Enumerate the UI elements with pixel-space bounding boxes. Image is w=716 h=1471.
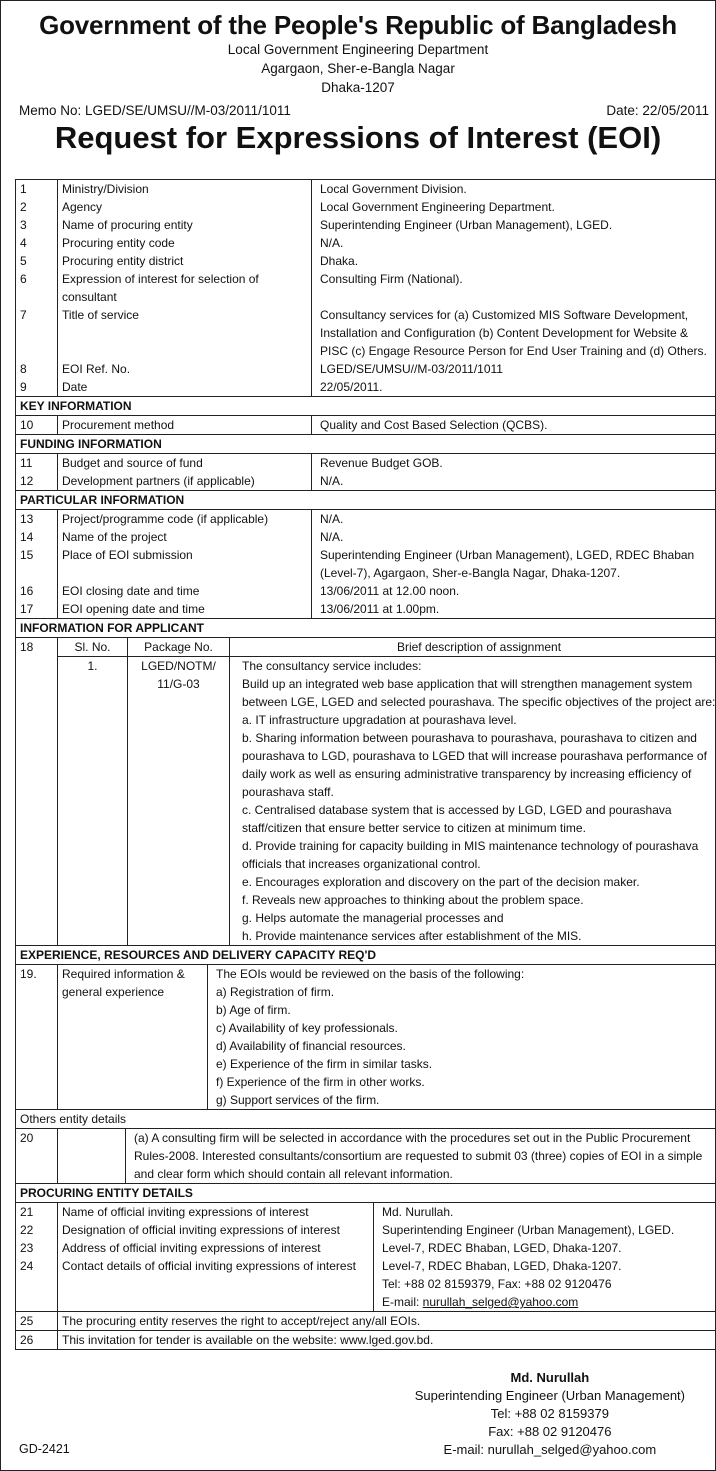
row-value: 13/06/2011 at 1.00pm. [320, 602, 440, 616]
eoi-table [15, 179, 716, 1350]
row-number: 6 [16, 270, 58, 306]
criteria-line: d) Availability of financial resources. [216, 1039, 406, 1053]
criteria-line: e) Experience of the firm in similar tasks. [216, 1057, 433, 1071]
table-row [16, 1203, 716, 1221]
applicant-subtable-body [58, 657, 716, 945]
row-label: Agency [58, 198, 312, 216]
others-row [16, 1129, 716, 1184]
applicant-subtable-header [58, 638, 716, 657]
col-package-no: Package No. [128, 638, 230, 656]
row-number: 9 [16, 378, 58, 396]
government-title: Government of the People's Republic of Bangladesh [39, 10, 677, 40]
section-heading-particular-information: PARTICULAR INFORMATION [16, 491, 716, 510]
row-value: This invitation for tender is available on the website: www.lged.gov.bd. [62, 1333, 434, 1347]
signature-block [415, 1369, 685, 1459]
row-value: N/A. [320, 474, 344, 488]
row-label: Name of the project [58, 528, 312, 546]
section-heading-funding-information: FUNDING INFORMATION [16, 435, 716, 454]
table-row [16, 306, 716, 360]
row-number: 22 [16, 1221, 58, 1239]
criteria-line: f) Experience of the firm in other works. [216, 1075, 425, 1089]
table-row [16, 546, 716, 582]
table-row [16, 1257, 716, 1311]
row-label: Address of official inviting expressions of interest [58, 1239, 374, 1257]
notice-header [1, 10, 715, 97]
department-name: Local Government Engineering Department [227, 42, 489, 57]
col-sl-no: Sl. No. [58, 638, 128, 656]
criteria-line: c) Availability of key professionals. [216, 1021, 398, 1035]
key-info-group [16, 416, 716, 435]
particular-group [16, 510, 716, 619]
contact-address: Level-7, RDEC Bhaban, LGED, Dhaka-1207. [382, 1259, 622, 1273]
desc-line: b. Sharing information between pourashava to pourashava, pourashava to citizen and pourashava to LGD, pourashava to LGED that will increase pourashava performance of daily work as well as ensuring administrative transparency by increasing efficiency of pourashava staff. [242, 731, 707, 799]
row-number: 1 [16, 180, 58, 198]
row-value: LGED/SE/UMSU//M-03/2011/1011 [320, 362, 503, 376]
experience-criteria [208, 965, 716, 1109]
row-value: The procuring entity reserves the right to accept/reject any/all EOIs. [62, 1314, 421, 1328]
row-label: Place of EOI submission [58, 546, 312, 582]
table-row [16, 416, 716, 434]
row-value: Local Government Division. [320, 182, 467, 196]
row-value: Level-7, RDEC Bhaban, LGED, Dhaka-1207. [382, 1241, 622, 1255]
row-label: Development partners (if applicable) [58, 472, 312, 490]
table-row [16, 454, 716, 472]
eoi-title: Request for Expressions of Interest (EOI) [54, 120, 662, 155]
package-value: LGED/NOTM/ 11/G-03 [128, 657, 230, 945]
signatory-name: Md. Nurullah [510, 1370, 590, 1385]
criteria-line: g) Support services of the firm. [216, 1093, 380, 1107]
signatory-email: E-mail: nurullah_selged@yahoo.com [443, 1442, 657, 1457]
row-label: EOI closing date and time [58, 582, 312, 600]
row-label: Expression of interest for selection of consultant [58, 270, 312, 306]
section-heading-others: Others entity details [16, 1110, 716, 1129]
row-number: 24 [16, 1257, 58, 1311]
procuring-group [16, 1203, 716, 1312]
row-number: 5 [16, 252, 58, 270]
email-link[interactable]: nurullah_selged@yahoo.com [422, 1295, 579, 1309]
row-value: 22/05/2011. [320, 380, 383, 394]
row-number: 26 [16, 1331, 58, 1349]
description-value [230, 657, 716, 945]
desc-line: a. IT infrastructure upgradation at pourashava level. [242, 713, 517, 727]
row-number: 15 [16, 546, 58, 582]
row-number: 20 [16, 1129, 58, 1183]
desc-line: The consultancy service includes: [242, 659, 422, 673]
row-label: Date [58, 378, 312, 396]
funding-group [16, 454, 716, 491]
row-number: 12 [16, 472, 58, 490]
signatory-designation: Superintending Engineer (Urban Management) [414, 1388, 685, 1403]
row-number: 25 [16, 1312, 58, 1330]
table-row [16, 1312, 716, 1331]
table-row [16, 198, 716, 216]
row-label: EOI opening date and time [58, 600, 312, 618]
row-value: N/A. [320, 236, 344, 250]
row-number: 3 [16, 216, 58, 234]
signatory-fax: Fax: +88 02 9120476 [488, 1424, 612, 1439]
criteria-line: The EOIs would be reviewed on the basis of the following: [216, 967, 525, 981]
table-row [16, 472, 716, 490]
experience-row [16, 965, 716, 1110]
applicant-row [16, 638, 716, 946]
table-row [16, 234, 716, 252]
criteria-line: b) Age of firm. [216, 1003, 291, 1017]
desc-line: d. Provide training for capacity building in MIS maintenance technology of pourashava officials that increases organizational control. [242, 839, 699, 871]
row-number: 13 [16, 510, 58, 528]
sl-value: 1. [58, 657, 128, 945]
row-value: Local Government Engineering Department. [320, 200, 555, 214]
table-row [16, 582, 716, 600]
section-heading-experience: EXPERIENCE, RESOURCES AND DELIVERY CAPACITY REQ'D [16, 946, 716, 965]
table-row [16, 180, 716, 198]
criteria-line: a) Registration of firm. [216, 985, 335, 999]
row-value: Consultancy services for (a) Customized MIS Software Development, Installation and Configuration (b) Content Development for Website & PISC (c) Engage Resource Person for End User Training and (d) Others. [320, 308, 707, 358]
row-label: Title of service [58, 306, 312, 360]
row-value: Superintending Engineer (Urban Management), LGED. [320, 218, 613, 232]
row-number: 10 [16, 416, 58, 434]
row-label: Ministry/Division [58, 180, 312, 198]
row-number: 11 [16, 454, 58, 472]
row-label: Contact details of official inviting expressions of interest [58, 1257, 374, 1311]
row-value: Consulting Firm (National). [320, 272, 463, 286]
applicant-subtable [58, 638, 716, 945]
table-row [16, 378, 716, 396]
contact-email-line [382, 1293, 716, 1311]
desc-line: c. Centralised database system that is accessed by LGD, LGED and pourashava staff/citizen that ensure better service to citizen at minimum time. [242, 803, 672, 835]
row-value: Superintending Engineer (Urban Management), LGED. [382, 1223, 675, 1237]
row-label: Designation of official inviting expressions of interest [58, 1221, 374, 1239]
row-number: 16 [16, 582, 58, 600]
row-label: Name of procuring entity [58, 216, 312, 234]
col-description: Brief description of assignment [396, 640, 562, 654]
address-line-1: Agargaon, Sher-e-Bangla Nagar [261, 61, 455, 76]
section-heading-information-for-applicant: INFORMATION FOR APPLICANT [16, 619, 716, 638]
row-label: Project/programme code (if applicable) [58, 510, 312, 528]
table-row [16, 1239, 716, 1257]
email-prefix: E-mail: [382, 1295, 423, 1309]
memo-line [1, 102, 715, 120]
table-row [16, 600, 716, 618]
memo-date: Date: 22/05/2011 [606, 103, 709, 118]
row-number: 8 [16, 360, 58, 378]
signatory-tel: Tel: +88 02 8159379 [490, 1406, 609, 1421]
table-row [16, 1331, 716, 1349]
row-number: 4 [16, 234, 58, 252]
table-row [16, 252, 716, 270]
table-row [16, 510, 716, 528]
table-row [16, 528, 716, 546]
row-value: Revenue Budget GOB. [320, 456, 443, 470]
address-line-2: Dhaka-1207 [321, 80, 395, 95]
section-heading-procuring-entity: PROCURING ENTITY DETAILS [16, 1184, 716, 1203]
blank-cell [58, 1129, 126, 1183]
row-number: 18 [16, 638, 58, 945]
row-number: 2 [16, 198, 58, 216]
basic-info-group [16, 180, 716, 397]
row-number: 14 [16, 528, 58, 546]
row-label: Budget and source of fund [58, 454, 312, 472]
table-row [16, 360, 716, 378]
desc-line: Build up an integrated web base application that will strengthen management system between LGE, LGED and selected pourashava. The specific objectives of the project are: [242, 677, 716, 709]
row-label: Procurement method [58, 416, 312, 434]
table-row [16, 270, 716, 306]
table-row [16, 216, 716, 234]
row-value: Superintending Engineer (Urban Management), LGED, RDEC Bhaban (Level-7), Agargaon, Sher-e-Bangla Nagar, Dhaka-1207. [320, 548, 695, 580]
desc-line: h. Provide maintenance services after establishment of the MIS. [242, 929, 582, 943]
row-value: Md. Nurullah. [382, 1205, 454, 1219]
row-label: EOI Ref. No. [58, 360, 312, 378]
row-label: Procuring entity district [58, 252, 312, 270]
row-value: Dhaka. [320, 254, 359, 268]
others-text: (a) A consulting firm will be selected in accordance with the procedures set out in the Public Procurement Rules-2008. Interested consultants/consortium are requested to submit 03 (three) copies of EOI in a simple and clear form which should contain all relevant information. [134, 1131, 703, 1181]
section-heading-key-information: KEY INFORMATION [16, 397, 716, 416]
contact-details [374, 1257, 716, 1311]
desc-line: f. Reveals new approaches to thinking about the problem space. [242, 893, 584, 907]
contact-phone: Tel: +88 02 8159379, Fax: +88 02 9120476 [382, 1277, 612, 1291]
row-label: Required information & general experience [58, 965, 208, 1109]
row-number: 17 [16, 600, 58, 618]
row-label: Name of official inviting expressions of interest [58, 1203, 374, 1221]
desc-line: e. Encourages exploration and discovery on the part of the decision maker. [242, 875, 640, 889]
row-value: N/A. [320, 530, 344, 544]
row-value: 13/06/2011 at 12.00 noon. [320, 584, 460, 598]
row-number: 7 [16, 306, 58, 360]
footer-code: GD-2421 [19, 1442, 70, 1456]
row-number: 21 [16, 1203, 58, 1221]
row-value: N/A. [320, 512, 344, 526]
row-number: 19. [16, 965, 58, 1109]
row-value: Quality and Cost Based Selection (QCBS). [320, 418, 548, 432]
desc-line: g. Helps automate the managerial processes and [242, 911, 504, 925]
row-number: 23 [16, 1239, 58, 1257]
table-row [16, 1221, 716, 1239]
row-label: Procuring entity code [58, 234, 312, 252]
memo-number: Memo No: LGED/SE/UMSU//M-03/2011/1011 [19, 103, 291, 118]
